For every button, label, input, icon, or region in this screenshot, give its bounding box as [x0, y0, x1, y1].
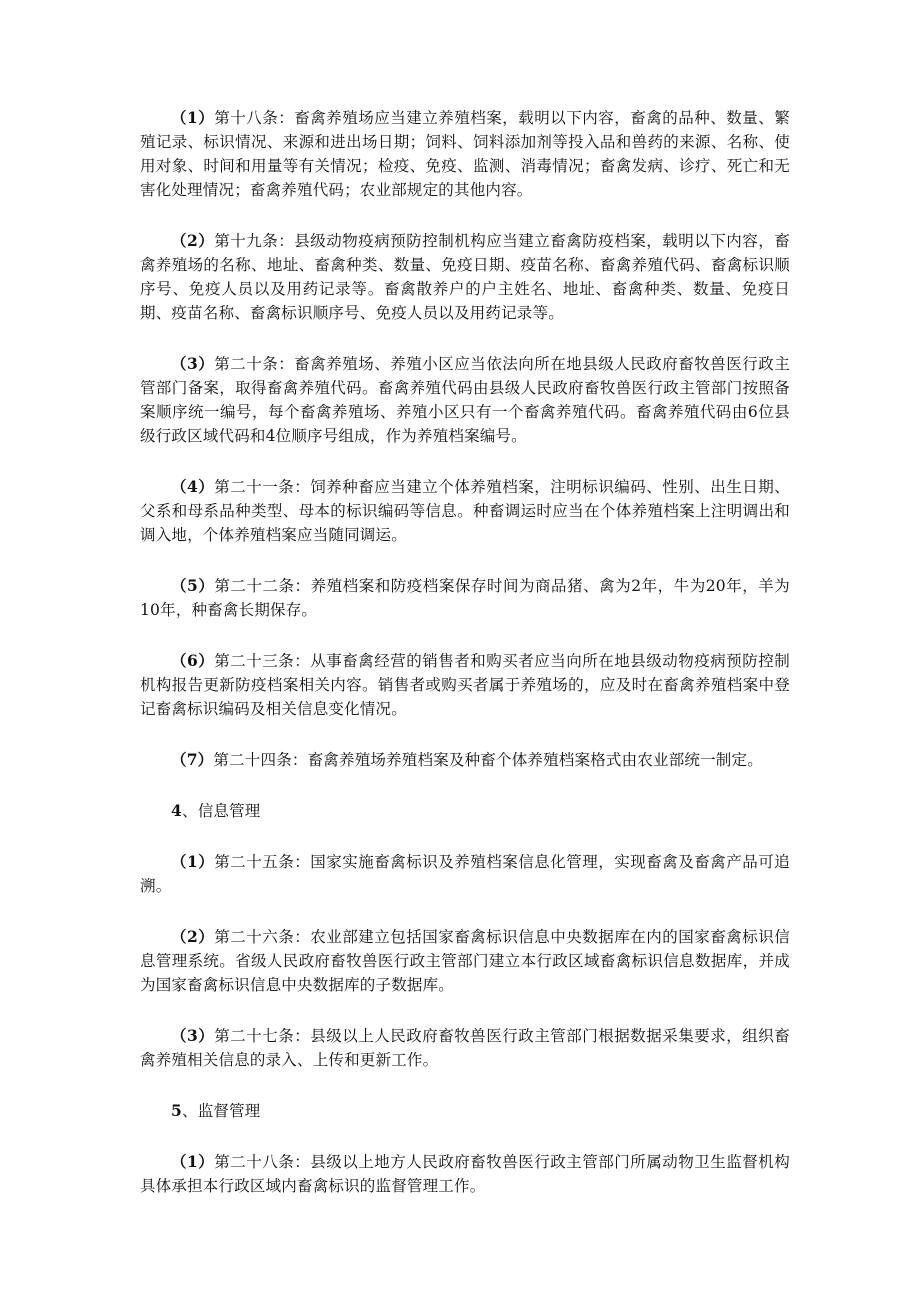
paragraph-text: 第十八条：畜禽养殖场应当建立养殖档案，载明以下内容，畜禽的品种、数量、繁殖记录、标识情况、来源和进出场日期；饲料、饲料添加剂等投入品和兽药的来源、名称、使用对象、时间和用量等有关情况；检疫、免疫、监测、消毒情况；畜禽发病、诊疗、死亡和无害化处理情况；畜禽养殖代码；农业部规定的其他内容。 — [140, 109, 791, 199]
item-number: （2） — [171, 927, 215, 946]
item-number: （3） — [171, 1026, 215, 1045]
section-number: 5 — [171, 1101, 182, 1120]
document-body — [140, 106, 790, 1225]
article-22-paragraph — [140, 574, 790, 622]
article-26-paragraph — [140, 925, 790, 997]
item-number: （1） — [171, 108, 215, 127]
section-title: 、监督管理 — [182, 1102, 261, 1120]
paragraph-text: 第二十八条：县级以上地方人民政府畜牧兽医行政主管部门所属动物卫生监督机构具体承担本行政区域内畜禽标识的监督管理工作。 — [140, 1153, 791, 1195]
paragraph-text: 第二十七条：县级以上人民政府畜牧兽医行政主管部门根据数据采集要求，组织畜禽养殖相关信息的录入、上传和更新工作。 — [140, 1027, 791, 1069]
article-24-paragraph — [140, 748, 790, 772]
item-number: （7） — [171, 750, 214, 769]
paragraph-text: 第二十二条：养殖档案和防疫档案保存时间为商品猪、禽为2年，牛为20年，羊为10年，种畜禽长期保存。 — [140, 577, 790, 619]
item-number: （2） — [171, 231, 215, 250]
item-number: （3） — [171, 354, 215, 373]
paragraph-text: 第二十三条：从事畜禽经营的销售者和购买者应当向所在地县级动物疫病预防控制机构报告更新防疫档案相关内容。销售者或购买者属于养殖场的，应及时在畜禽养殖档案中登记畜禽标识编码及相关信息变化情况。 — [140, 652, 791, 718]
section-title: 、信息管理 — [182, 802, 261, 820]
item-number: （1） — [171, 852, 215, 871]
article-18-paragraph — [140, 106, 790, 202]
section-number: 4 — [171, 801, 182, 820]
paragraph-text: 第十九条：县级动物疫病预防控制机构应当建立畜禽防疫档案，载明以下内容，畜禽养殖场的名称、地址、畜禽种类、数量、免疫日期、疫苗名称、畜禽养殖代码、畜禽标识顺序号、免疫人员以及用药记录等。畜禽散养户的户主姓名、地址、畜禽种类、数量、免疫日期、疫苗名称、畜禽标识顺序号、免疫人员以及用药记录等。 — [140, 232, 791, 322]
section-heading-supervision-management — [140, 1099, 790, 1123]
paragraph-text: 第二十六条：农业部建立包括国家畜禽标识信息中央数据库在内的国家畜禽标识信息管理系统。省级人民政府畜牧兽医行政主管部门建立本行政区域畜禽标识信息数据库，并成为国家畜禽标识信息中央数据库的子数据库。 — [140, 928, 791, 994]
item-number: （4） — [171, 477, 215, 496]
item-number: （6） — [171, 651, 215, 670]
article-25-paragraph — [140, 850, 790, 898]
paragraph-text: 第二十四条：畜禽养殖场养殖档案及种畜个体养殖档案格式由农业部统一制定。 — [213, 751, 763, 769]
article-27-paragraph — [140, 1024, 790, 1072]
paragraph-text: 第二十五条：国家实施畜禽标识及养殖档案信息化管理，实现畜禽及畜禽产品可追溯。 — [140, 853, 791, 895]
paragraph-text: 第二十条：畜禽养殖场、养殖小区应当依法向所在地县级人民政府畜牧兽医行政主管部门备案，取得畜禽养殖代码。畜禽养殖代码由县级人民政府畜牧兽医行政主管部门按照备案顺序统一编号，每个畜禽养殖场、养殖小区只有一个畜禽养殖代码。畜禽养殖代码由6位县级行政区域代码和4位顺序号组成，作为养殖档案编号。 — [140, 355, 791, 445]
item-number: （1） — [171, 1152, 215, 1171]
article-21-paragraph — [140, 475, 790, 547]
article-20-paragraph — [140, 352, 790, 448]
item-number: （5） — [171, 576, 215, 595]
article-19-paragraph — [140, 229, 790, 325]
article-23-paragraph — [140, 649, 790, 721]
article-28-paragraph — [140, 1150, 790, 1198]
section-heading-information-management — [140, 799, 790, 823]
paragraph-text: 第二十一条：饲养种畜应当建立个体养殖档案，注明标识编码、性别、出生日期、父系和母系品种类型、母本的标识编码等信息。种畜调运时应当在个体养殖档案上注明调出和调入地，个体养殖档案应当随同调运。 — [140, 478, 791, 544]
